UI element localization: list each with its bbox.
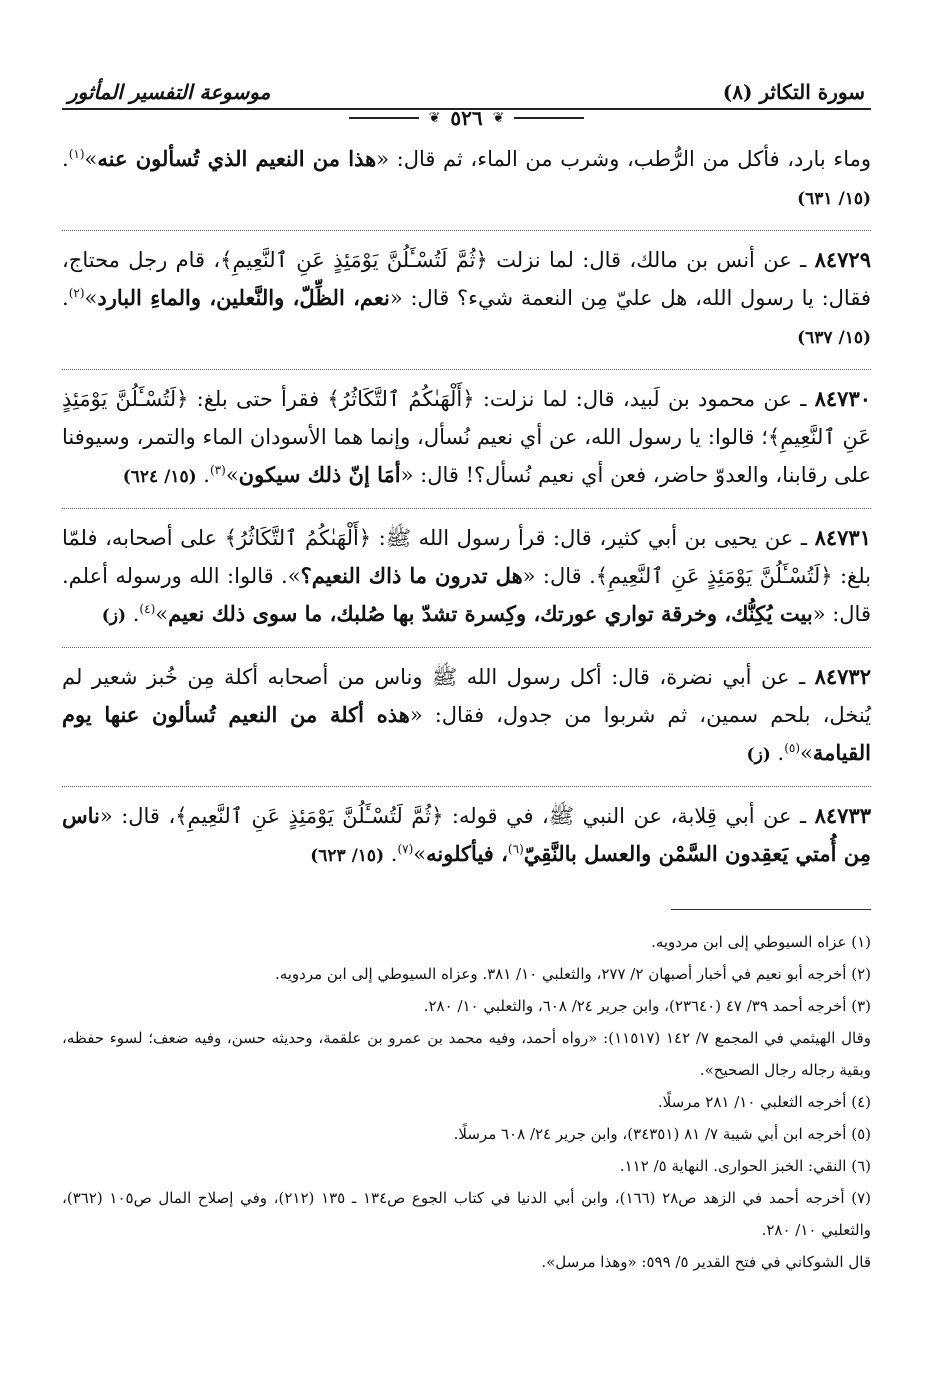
page bbox=[62, 60, 871, 1340]
text: ». قالوا: الله ورسوله أعلم. قال: « bbox=[62, 564, 871, 626]
hadith-text: ناس مِن أُمتي يَعقِدون السَّمْن والعسل بالنَّقِيّ bbox=[62, 803, 871, 866]
quran-verse: ﴿ثُمَّ لَتُسْـَٔلُنَّ يَوْمَئِذٍ عَنِ ٱلنَّعِيمِ﴾ bbox=[175, 804, 444, 828]
entry-number: ٨٤٧٣٠ bbox=[814, 386, 872, 411]
hadith-text: هذه أكلة من النعيم تُسألون عنها يوم القيامة bbox=[62, 702, 871, 765]
book-title: موسوعة التفسير المأثور bbox=[68, 80, 271, 104]
footnote: (٧) أخرجه أحمد في الزهد ص٢٨ (١٦٦)، وابن أبي الدنيا في كتاب الجوع ص١٣٤ ـ ١٣٥ (٢١٢)، وفي إصلاح المال ص١٠٥ (٣٦٢)، والثعلبي ١٠/ ٢٨٠. bbox=[62, 1189, 871, 1239]
text: » bbox=[225, 463, 239, 487]
footnote: (٢) أخرجه أبو نعيم في أخبار أصبهان ٢/ ٢٧٧، والثعلبي ١٠/ ٣٨١. وعزاه السيوطي إلى ابن مردويه. bbox=[274, 965, 871, 983]
text: ، قام رجل محتاج، فقال: يا رسول الله، هل عليّ مِن النعمة شيء؟ قال: « bbox=[62, 248, 871, 310]
source-ref: (ز) bbox=[746, 745, 771, 765]
entry-number: ٨٤٧٣٣ bbox=[814, 803, 872, 828]
footnote-ref[interactable]: (٧) bbox=[397, 842, 414, 856]
ornament-line bbox=[349, 117, 419, 119]
footnote-ref[interactable]: (١) bbox=[68, 147, 85, 161]
text: ـ عن يحيى بن أبي كثير، قال: قرأ رسول الله ﷺ: bbox=[371, 526, 815, 550]
text: ـ عن أبي قِلابة، عن النبي ﷺ، في قوله: bbox=[443, 804, 815, 828]
main-text bbox=[62, 140, 871, 887]
page-number: ٥٢٦ bbox=[450, 106, 483, 130]
footnote: (٥) أخرجه ابن أبي شيبة ٧/ ٨١ (٣٤٣٥١)، وابن جرير ٢٤/ ٦٠٨ مرسلًا. bbox=[453, 1125, 871, 1143]
entry-number: ٨٤٧٢٩ bbox=[814, 247, 871, 272]
hadith-entry bbox=[62, 519, 871, 648]
hadith-text: ، فيأكلونه bbox=[426, 841, 508, 866]
hadith-entry bbox=[62, 241, 871, 370]
quran-verse: ﴿أَلْهَىٰكُمُ ٱلتَّكَاثُرُ﴾ bbox=[327, 387, 475, 411]
text: . bbox=[126, 602, 140, 626]
quran-verse: ﴿ثُمَّ لَتُسْـَٔلُنَّ يَوْمَئِذٍ عَنِ ٱلنَّعِيمِ﴾ bbox=[220, 248, 488, 272]
hadith-text: هذا من النعيم الذي تُسألون عنه bbox=[97, 146, 377, 171]
text: . bbox=[62, 286, 69, 310]
hadith-text: نعم، الظِّلّ، والنَّعلين، والماءِ البارد bbox=[97, 285, 390, 310]
footnote: (١) عزاه السيوطي إلى ابن مردويه. bbox=[651, 933, 871, 951]
ornament-icon: ❦ bbox=[492, 110, 505, 126]
text: . bbox=[196, 463, 210, 487]
text: وماء بارد، فأكل من الرُّطب، وشرب من الماء، ثم قال: « bbox=[376, 147, 872, 171]
hadith-entry bbox=[62, 797, 871, 887]
header-bar bbox=[62, 60, 871, 110]
page-header bbox=[62, 60, 871, 132]
text: » bbox=[800, 741, 813, 765]
text: ـ عن محمود بن لَبيد، قال: لما نزلت: bbox=[474, 387, 815, 411]
hadith-text: بيت يُكِنُّك، وخرقة تواري عورتك، وكِسرة تشدّ بها صُلبك، ما سوى ذلك نعيم bbox=[168, 601, 813, 626]
text: على أصحابه، فلمّا بلغ: bbox=[62, 526, 871, 588]
footnote: وقال الهيثمي في المجمع ٧/ ١٤٢ (١١٥١٧): «رواه أحمد، وفيه محمد بن عمرو بن علقمة، وحديثه حسن، وفيه ضعف؛ لسوء حفظه، وبقية رجاله رجال الصحيح». bbox=[62, 1029, 871, 1079]
text: ؛ قالوا: يا رسول الله، عن أي نعيم نُسأل، وإنما هما الأسودان الماء والتمر، وسيوفنا على رقابنا، والعدوّ حاضر، فعن أي نعيم نُسأل؟! قال: « bbox=[62, 425, 871, 487]
ornament-icon: ❦ bbox=[428, 110, 441, 126]
footnote: (٦) النقي: الخبز الحوارى. النهاية ٥/ ١١٢. bbox=[619, 1157, 871, 1175]
text: . قال: « bbox=[522, 564, 596, 588]
footnote-ref[interactable]: (٣) bbox=[209, 463, 226, 477]
text: . bbox=[384, 842, 398, 866]
paragraph-continuation bbox=[62, 140, 871, 231]
text: . bbox=[770, 741, 785, 765]
quran-verse: ﴿لَتُسْـَٔلُنَّ يَوْمَئِذٍ عَنِ ٱلنَّعِيمِ﴾ bbox=[595, 564, 833, 588]
quran-verse: ﴿لَتُسْـَٔلُنَّ يَوْمَئِذٍ عَنِ ٱلنَّعِيمِ﴾ bbox=[62, 387, 872, 449]
surah-title: سورة التكاثر (٨) bbox=[722, 80, 865, 104]
text: » bbox=[84, 286, 98, 310]
footnote-separator bbox=[671, 909, 871, 910]
text: ـ عن أبي نضرة، قال: أكل رسول الله ﷺ وناس من أصحابه أكلة مِن خُبز شعير لم يُنخل، بلحم سمين، ثم شربوا من جدول، فقال: « bbox=[62, 665, 871, 727]
text: ، قال: « bbox=[99, 804, 176, 828]
quran-verse: ﴿أَلْهَىٰكُمُ ٱلتَّكَاثُرُ﴾ bbox=[224, 526, 372, 550]
source-ref: (١٥/ ٦٢٤) bbox=[122, 467, 197, 487]
hadith-entry bbox=[62, 380, 871, 509]
footnote: (٣) أخرجه أحمد ٣٩/ ٤٧ (٢٣٦٤٠)، وابن جرير ٢٤/ ٦٠٨، والثعلبي ١٠/ ٢٨٠. bbox=[423, 997, 871, 1015]
source-ref: (ز) bbox=[101, 606, 127, 626]
hadith-entry bbox=[62, 658, 871, 787]
source-ref: (١٥/ ٦٣٧) bbox=[797, 328, 871, 348]
hadith-text: هل تدرون ما ذاك النعيم؟ bbox=[300, 563, 523, 588]
page-number-row bbox=[62, 106, 871, 130]
source-ref: (١٥/ ٦٣١) bbox=[797, 189, 871, 209]
text: . bbox=[62, 147, 69, 171]
footnote-ref[interactable]: (٤) bbox=[139, 602, 156, 616]
text: » bbox=[84, 147, 98, 171]
footnotes bbox=[62, 926, 871, 1278]
footnote-ref[interactable]: (٥) bbox=[784, 741, 801, 755]
source-ref: (١٥/ ٦٢٣) bbox=[310, 846, 385, 866]
text: ـ عن أنس بن مالك، قال: لما نزلت bbox=[487, 248, 815, 272]
entry-number: ٨٤٧٣٢ bbox=[814, 664, 871, 689]
text: » bbox=[155, 602, 169, 626]
hadith-text: أمَا إنّ ذلك سيكون bbox=[238, 462, 401, 487]
footnote: قال الشوكاني في فتح القدير ٥/ ٥٩٩: «وهذا مرسل». bbox=[541, 1253, 871, 1271]
footnote-ref[interactable]: (٦) bbox=[507, 842, 524, 856]
text: » bbox=[413, 842, 427, 866]
entry-number: ٨٤٧٣١ bbox=[814, 525, 871, 550]
text: فقرأ حتى بلغ: bbox=[188, 387, 328, 411]
footnote-ref[interactable]: (٢) bbox=[68, 286, 85, 300]
footnote: (٤) أخرجه الثعلبي ١٠/ ٢٨١ مرسلًا. bbox=[657, 1093, 871, 1111]
ornament-line bbox=[514, 117, 584, 119]
